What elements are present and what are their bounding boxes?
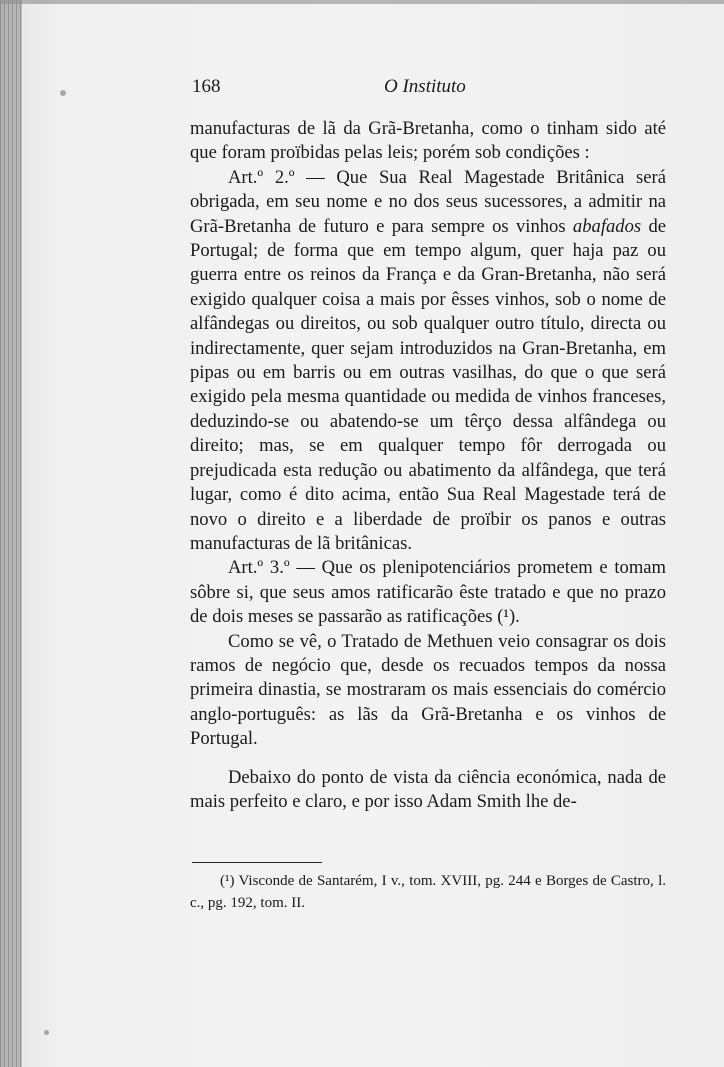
paragraph-article-3: Art.º 3.º — Que os plenipotenciários prometem e tomam sôbre si, que seus amos ratificarão êste tratado e que no prazo de dois meses se passarão as ratificações (¹). — [190, 557, 666, 628]
paragraph-continuation: manufacturas de lã da Grã-Bretanha, como o tinham sido até que foram proïbidas pelas leis; porém sob condições : — [190, 118, 666, 164]
body-text — [190, 117, 666, 814]
paragraph-economics: Debaixo do ponto de vista da ciência económica, nada de mais perfeito e claro, e por isso Adam Smith lhe de- — [190, 766, 666, 812]
page-binding-edge — [0, 0, 22, 1067]
running-title: O Instituto — [384, 76, 466, 97]
page-header — [192, 76, 666, 102]
footnote: (¹) Visconde de Santarém, I v., tom. XVIII, pg. 244 e Borges de Castro, l. c., pg. 192, tom. II. — [190, 873, 666, 911]
paragraph-article-2 — [190, 166, 666, 557]
footnote-rule — [192, 862, 322, 863]
article-2-italic-term: abafados — [572, 215, 642, 237]
paragraph-methuen: Como se vê, o Tratado de Methuen veio consagrar os dois ramos de negócio que, desde os recuados tempos da nossa primeira dinastia, se mostraram os mais essenciais do comércio anglo-português: as lãs da Grã-Bretanha e os vinhos de Portugal. — [190, 630, 666, 750]
article-2-rest: de Portugal; de forma que em tempo algum, quer haja paz ou guerra entre os reinos da França e da Gran-Bretanha, não será exigido qualquer coisa a mais por êsses vinhos, sob o nome de alfândegas ou direitos, ou sob qualquer outro título, directa ou indirectamente, quer sejam introduzidos na Gran-Bretanha, em pipas ou em barris ou em outras vasilhas, do que o que será exigido pela mesma quantidade ou medida de vinhos franceses, deduzindo-se ou abatendo-se um têrço dessa alfândega ou direito; mas, se em qualquer tempo fôr derrogada ou prejudicada esta redução ou abatimento da alfândega, que terá lugar, como é dito acima, então Sua Real Magestade terá de novo o direito e a liberdade de proïbir os panos e outras manufacturas de lã britânicas. — [190, 215, 666, 554]
article-2-lead: Art.º 2.º — Que Sua Real Magestade Britânica será obrigada, em seu nome e no dos seus sucessores, a admitir na Grã-Bretanha de futuro e para sempre os vinhos — [190, 166, 666, 237]
page-top-edge — [0, 0, 724, 4]
paper-stain — [60, 90, 66, 96]
paper-stain — [44, 1030, 49, 1035]
page-number: 168 — [192, 76, 221, 97]
